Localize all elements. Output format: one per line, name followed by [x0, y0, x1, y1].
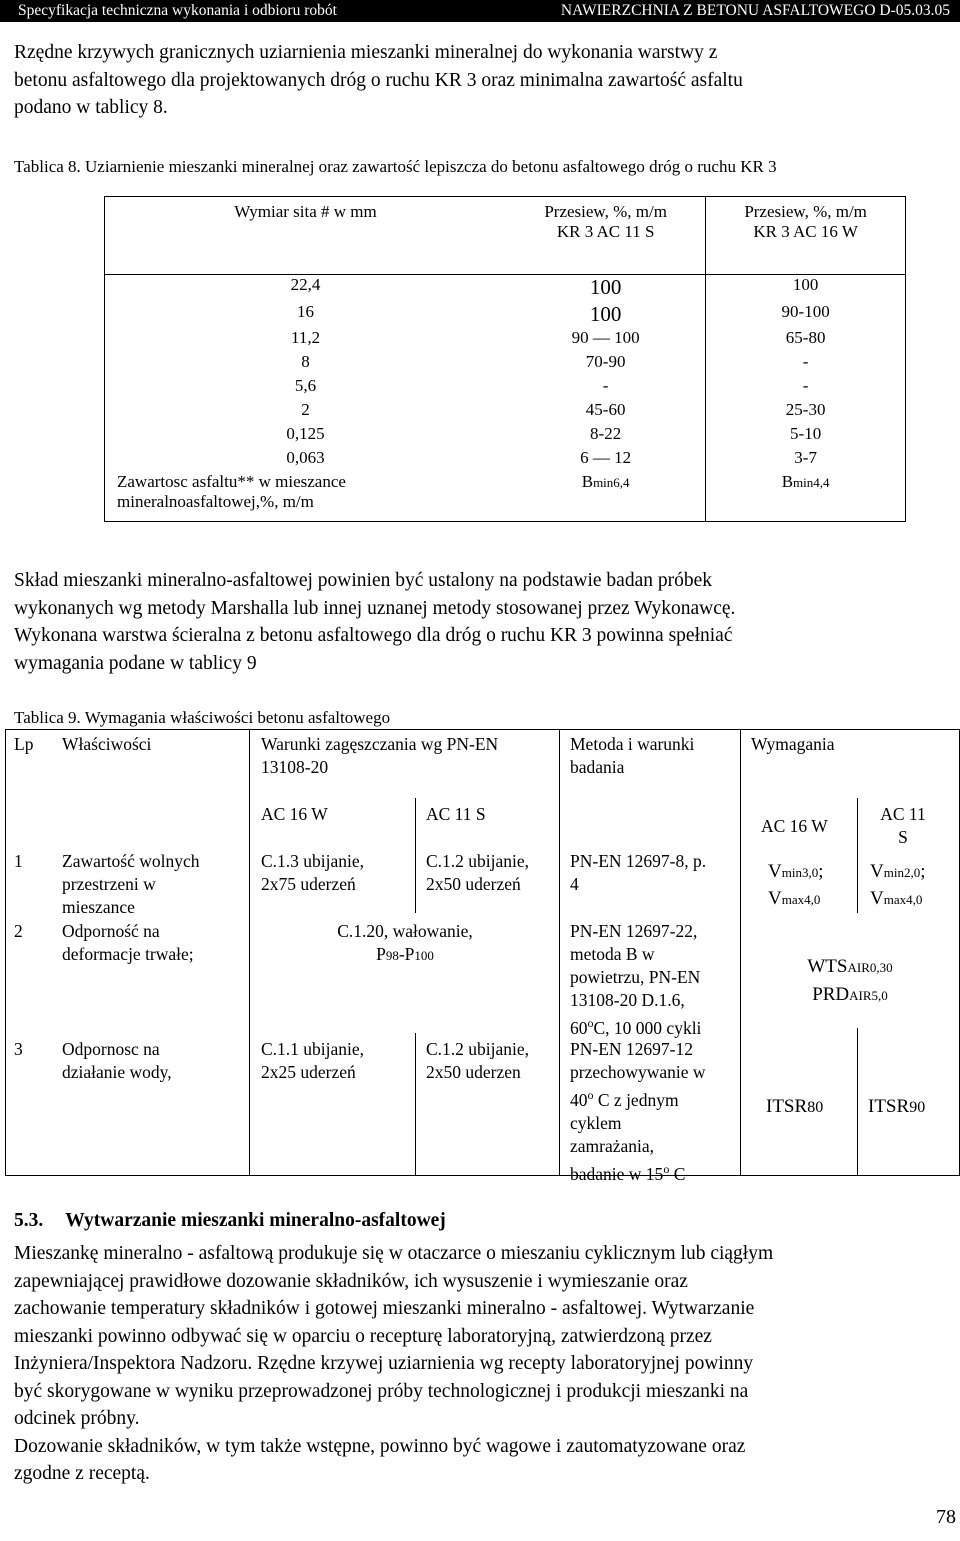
table8-asphalt-label-line1: Zawartosc asfaltu** w mieszance [117, 471, 346, 491]
header-left-text: Specyfikacja techniczna wykonania i odbioru robót [18, 2, 337, 19]
table8-cell-sieve: 16 [105, 302, 507, 328]
table9-req-subheader-ac11s-line2: S [898, 827, 908, 847]
table9-header-requirements: Wymagania [751, 734, 835, 754]
table9-row3-cond-ac16w-line: C.1.1 ubijanie, [261, 1039, 365, 1059]
table8-cell-ac11s: - [506, 376, 706, 400]
table9-row1-cond-ac16w-line: 2x75 uderzeń [261, 874, 356, 894]
table8-row [105, 376, 906, 400]
table8-cell-sieve: 11,2 [105, 328, 507, 352]
table9-header-method-line2: badania [570, 757, 625, 777]
table9-row3-cond-ac11s-line: 2x50 uderzen [426, 1062, 521, 1082]
table9-line [5, 729, 6, 1176]
table8-cell-ac16w: 100 [706, 275, 906, 302]
production-line: odcinek próbny. [14, 1408, 140, 1429]
table8-header-ac16w-line1: Przesiew, %, m/m [744, 202, 867, 221]
table9-row1-property-line: mieszance [62, 897, 135, 917]
table9-header-method-line1: Metoda i warunki [570, 734, 695, 754]
table9-row1-method-line: 4 [570, 874, 579, 894]
table9-row3-req-ac11s-sub: 90 [909, 1099, 926, 1116]
table9-row3-cond-ac11s-line: C.1.2 ubijanie, [426, 1039, 530, 1059]
table9-header-properties: Właściwości [62, 734, 152, 754]
table9-row1-req-ac16w-a-suffix: ; [818, 861, 824, 882]
table9-row3-cond-ac16w-line: 2x25 uderzeń [261, 1062, 356, 1082]
production-line: zapewniającej prawidłowe dozowanie składników, ich wysuszenie i wymieszanie oraz [14, 1270, 688, 1292]
table9-subheader-ac16w: AC 16 W [261, 804, 328, 824]
table9-row3-req-ac16w-itsr: ITSR [766, 1096, 808, 1117]
production-line: Inżyniera/Inspektora Nadzoru. Rzędne krzywej uziarnienia wg recepty laboratoryjnej powinny [14, 1353, 754, 1374]
table9-line [5, 1175, 960, 1176]
page-header [0, 0, 960, 22]
table9-req-subheader-ac11s [872, 803, 934, 849]
table9-row2-method-temp: 60 [570, 1017, 588, 1038]
table9-row2-method-line: powietrzu, PN-EN [570, 967, 701, 987]
table9-row3-property-line: Odpornosc na [62, 1039, 160, 1059]
production-line: mieszanki powinno odbywać się w oparciu o recepturę laboratoryjną, zatwierdzoną przez [14, 1325, 712, 1347]
table8-header-sieve-text: Wymiar sita # w mm [234, 202, 377, 221]
table8-cell-ac11s: 8-22 [506, 424, 706, 448]
table9-row1-req-ac11s-a-sub: min2,0 [883, 865, 921, 880]
table9-row1-req-ac16w-a: V [768, 861, 782, 882]
table9-row2-p2: P [404, 944, 415, 964]
table9-row2-requirements [741, 953, 959, 1009]
table9-row3-method-line: przechowywanie w [570, 1062, 706, 1082]
composition-paragraph [14, 567, 735, 677]
table9-row2-conditions-line1: C.1.20, wałowanie, [337, 921, 473, 941]
table8-asphalt-label-line2: mineralnoasfaltowej,%, m/m [117, 491, 314, 511]
table9-row1-property-line: Zawartość wolnych [62, 851, 200, 871]
table8-asphalt-ac16w-subscript: min4,4 [793, 474, 830, 490]
intro-line: Rzędne krzywych granicznych uziarnienia mieszanki mineralnej do wykonania warstwy z [14, 42, 718, 63]
table8-asphalt-label [105, 472, 507, 522]
table9-row2-req-wts-sub: AIR0,30 [847, 960, 893, 975]
table9-header-conditions [261, 733, 498, 779]
table8-cell-ac16w: 25-30 [706, 400, 906, 424]
composition-line: wymagania podane w tablicy 9 [14, 652, 257, 674]
intro-paragraph [14, 39, 743, 122]
table9-caption: Tablica 9. Wymagania właściwości betonu asfaltowego [14, 708, 391, 727]
table9-row2-req-prd: PRD [812, 984, 850, 1005]
table8-cell-ac16w: - [706, 352, 906, 376]
table8-row [105, 302, 906, 328]
table9-row3-method-line: cyklem [570, 1112, 622, 1133]
production-line: Dozowanie składników, w tym także wstępne, powinno być wagowe i zautomatyzowane oraz [14, 1435, 746, 1457]
page-number: 78 [936, 1506, 956, 1528]
table8-cell-sieve: 22,4 [105, 275, 507, 302]
table8-header-row [105, 197, 906, 275]
intro-line: betonu asfaltowego dla projektowanych dróg o ruchu KR 3 oraz minimalna zawartość asfaltu [14, 69, 743, 91]
table8-asphalt-ac11s-subscript: min6,4 [593, 474, 630, 490]
table8-caption: Tablica 8. Uziarnienie mieszanki mineralnej oraz zawartość lepiszcza do betonu asfaltowego dróg o ruchu KR 3 [14, 157, 777, 176]
table9-row3-method-line: zamrażania, [570, 1135, 655, 1156]
table8-cell-sieve: 0,063 [105, 448, 507, 472]
table8-cell-ac16w: 5-10 [706, 424, 906, 448]
production-line: być skorygowane w wyniku przeprowadzonej próby technologicznej i produkcji mieszanki na [14, 1380, 749, 1402]
composition-line: Wykonana warstwa ścieralna z betonu asfaltowego dla dróg o ruchu KR 3 powinna spełniać [14, 625, 733, 646]
table9-row3-req-ac11s-itsr: ITSR [868, 1096, 910, 1117]
table8-header-ac11s-line1: Przesiew, %, m/m [544, 202, 667, 221]
table8-header-ac11s-line2: KR 3 AC 11 S [556, 222, 655, 241]
table8-header-sieve [105, 197, 507, 275]
table9-row3-method-test: badanie w 15 [570, 1163, 664, 1184]
table8-cell-ac16w: 65-80 [706, 328, 906, 352]
table9-row1-method-line: PN-EN 12697-8, p. [570, 851, 707, 871]
table9-row1-req-ac16w-a-sub: min3,0 [781, 865, 819, 880]
production-line: Mieszankę mineralno - asfaltową produkuje się w otaczarce o mieszaniu cyklicznym lub ciągłym [14, 1243, 774, 1264]
section-title: Wytwarzanie mieszanki mineralno-asfaltowej [65, 1210, 446, 1231]
intro-line: podano w tablicy 8. [14, 97, 168, 118]
table9-row2-p1-sub: 98 [385, 948, 399, 963]
table9-row1-cond-ac16w [261, 850, 364, 896]
table9-row1-cond-ac11s-line: 2x50 uderzeń [426, 874, 521, 894]
table9-row1-req-ac16w-b-sub: max4,0 [781, 892, 821, 907]
composition-line: wykonanych wg metody Marshalla lub innej uznanej metody stosowanej przez Wykonawcę. [14, 597, 736, 619]
table8-asphalt-ac16w-symbol: B [781, 471, 794, 491]
table9-line [857, 1028, 858, 1175]
table9-row1-cond-ac16w-line: C.1.3 ubijanie, [261, 851, 365, 871]
table9-row3-req-ac16w [766, 1095, 823, 1119]
production-line: zgodne z receptą. [14, 1463, 150, 1484]
table9-row2-conditions [250, 920, 560, 967]
composition-line: Skład mieszanki mineralno-asfaltowej powinien być ustalony na podstawie badan próbek [14, 570, 713, 591]
section-heading [14, 1207, 446, 1235]
table9-row2-property-line: deformacje trwałe; [62, 944, 194, 964]
table8-cell-ac11s: 6 — 12 [506, 448, 706, 472]
table9-row1-req-ac16w-b: V [768, 888, 782, 909]
table8-header-ac16w [706, 197, 906, 275]
table9-line [857, 798, 858, 913]
table8-asphalt-ac11s-symbol: B [581, 471, 594, 491]
table9-line [415, 1033, 416, 1175]
table9-header-lp: Lp [14, 734, 34, 754]
table9-row3-method-unit: C [669, 1163, 686, 1184]
table9-row3-property [62, 1038, 172, 1084]
table9-header-conditions-line2: 13108-20 [261, 757, 329, 777]
table8-cell-ac11s: 100 [506, 302, 706, 328]
table8-asphalt-ac11s [506, 472, 706, 522]
table8-row [105, 328, 906, 352]
table8-cell-sieve: 0,125 [105, 424, 507, 448]
production-line: zachowanie temperatury składników i gotowej mieszanki mineralno - asfaltowej. Wytwarzanie [14, 1298, 755, 1319]
table8-cell-ac16w: 90-100 [706, 302, 906, 328]
table8-cell-ac11s: 45-60 [506, 400, 706, 424]
table8 [104, 196, 906, 522]
table9-row2-method-line: metoda B w [570, 944, 655, 964]
table9-row1-req-ac11s [870, 859, 926, 913]
table8-header-ac11s [506, 197, 706, 275]
table9-line [5, 729, 960, 730]
table8-cell-ac16w: 3-7 [706, 448, 906, 472]
table8-row [105, 424, 906, 448]
table8-row [105, 400, 906, 424]
table9-header-method [570, 733, 694, 779]
table8-cell-ac11s: 100 [506, 275, 706, 302]
table9-row2-lp: 2 [14, 921, 23, 941]
table9-row2-method-rest: C, 10 000 cykli [593, 1017, 702, 1038]
table9-row3-lp: 3 [14, 1039, 23, 1059]
table9-row3-method-degree: o [587, 1088, 594, 1102]
table8-cell-ac11s: 70-90 [506, 352, 706, 376]
table9-row2-p1: P [376, 944, 386, 964]
table9-row2-property-line: Odporność na [62, 921, 160, 941]
table8-cell-sieve: 5,6 [105, 376, 507, 400]
table9-row3-cond-ac11s [426, 1038, 529, 1084]
table9-row2-method-line: PN-EN 12697-22, [570, 921, 698, 941]
table9-row1-req-ac11s-a-suffix: ; [920, 861, 926, 882]
table9-row2-method [570, 920, 701, 1040]
table9-line [415, 798, 416, 913]
section-number: 5.3. [14, 1210, 44, 1231]
table9-row3-method-rest: C z jednym [593, 1089, 679, 1110]
table9-row2-req-prd-sub: AIR5,0 [849, 988, 888, 1003]
table9-req-subheader-ac16w: AC 16 W [761, 816, 828, 836]
table9-row3-method [570, 1038, 706, 1186]
table8-cell-ac16w: - [706, 376, 906, 400]
table9-header-conditions-line1: Warunki zagęszczania wg PN-EN [261, 734, 499, 754]
table9-row3-req-ac16w-sub: 80 [807, 1099, 824, 1116]
table9-row3-req-ac11s [868, 1095, 925, 1119]
production-paragraph [14, 1240, 773, 1488]
table9-row2-p2-sub: 100 [414, 948, 434, 963]
table9-row1-method [570, 850, 706, 896]
table9-row3-property-line: działanie wody, [62, 1062, 172, 1082]
table9-row1-req-ac11s-b-sub: max4,0 [883, 892, 923, 907]
table8-row [105, 352, 906, 376]
table9-row3-method-line: PN-EN 12697-12 [570, 1039, 693, 1059]
table9-row1-req-ac11s-b: V [870, 888, 884, 909]
table9-row3-method-temp: 40 [570, 1089, 588, 1110]
table8-cell-sieve: 2 [105, 400, 507, 424]
table8-asphalt-row [105, 472, 906, 522]
table9-row2-method-degree: o [587, 1016, 594, 1030]
table9-row1-property [62, 850, 200, 919]
table9-row2-dash: - [398, 944, 405, 964]
header-right-text: NAWIERZCHNIA Z BETONU ASFALTOWEGO D-05.03.05 [560, 2, 950, 19]
table9-row1-cond-ac11s [426, 850, 529, 896]
table9-row2-property [62, 920, 194, 966]
table8-row [105, 448, 906, 472]
table9-row1-req-ac16w [768, 859, 824, 913]
table9-row2-method-line: 13108-20 D.1.6, [570, 990, 685, 1010]
table9-req-subheader-ac11s-line1: AC 11 [880, 804, 926, 824]
table9-subheader-ac11s: AC 11 S [426, 804, 486, 824]
table8-header-ac16w-line2: KR 3 AC 16 W [753, 222, 858, 241]
table8-row [105, 275, 906, 302]
table9-row3-method-degree2: o [663, 1161, 670, 1176]
table9-row1-property-line: przestrzeni w [62, 874, 156, 894]
table8-asphalt-ac16w [706, 472, 906, 522]
table9-row3-cond-ac16w [261, 1038, 364, 1084]
table9-row1-lp: 1 [14, 851, 23, 871]
table8-cell-sieve: 8 [105, 352, 507, 376]
table9-row2-req-wts: WTS [807, 956, 848, 977]
table8-cell-ac11s: 90 — 100 [506, 328, 706, 352]
table9-row1-req-ac11s-a: V [870, 861, 884, 882]
table9-row1-cond-ac11s-line: C.1.2 ubijanie, [426, 851, 530, 871]
